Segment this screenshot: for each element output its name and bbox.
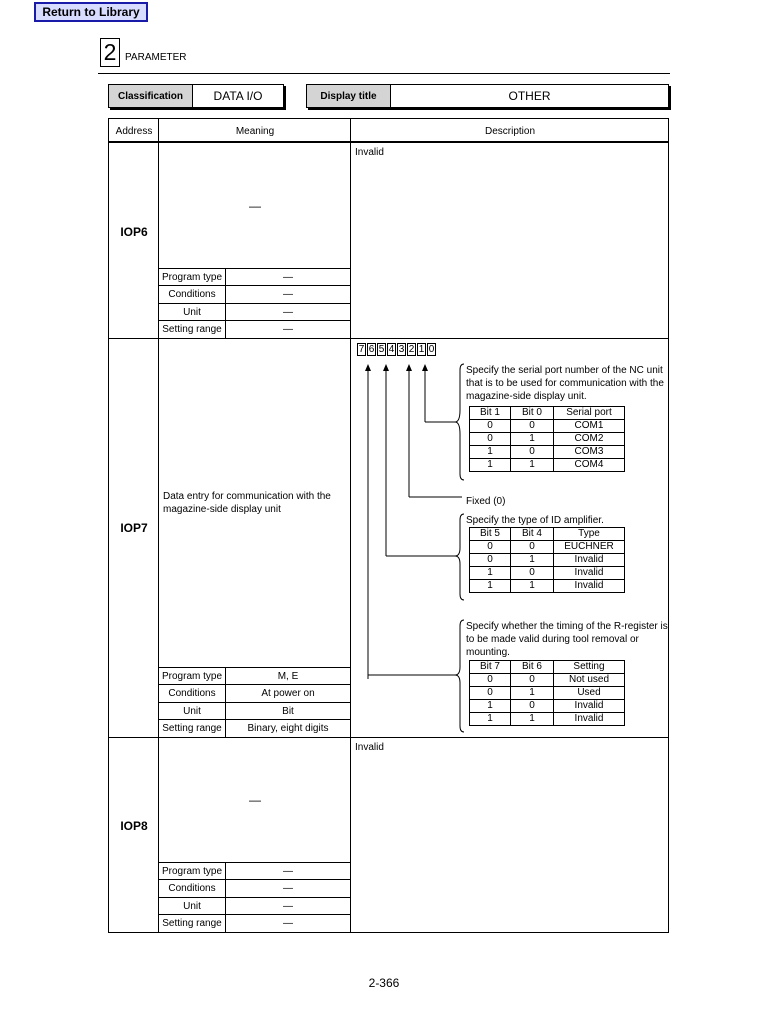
- table-cell: Invalid: [554, 713, 625, 726]
- arrow-head: [383, 364, 389, 371]
- sub-label-setting-range: Setting range: [162, 918, 222, 929]
- table-cell: Used: [554, 687, 625, 700]
- sub-label-unit: Unit: [183, 901, 201, 912]
- sub-value-program-type: —: [283, 866, 293, 877]
- table-cell: 0: [470, 541, 511, 554]
- table-cell: Bit 6: [511, 661, 554, 674]
- header-description: Description: [484, 125, 536, 137]
- table-cell: Bit 7: [470, 661, 511, 674]
- table-cell: 1: [511, 554, 554, 567]
- address-iop6: IOP6: [120, 225, 148, 239]
- sub-label-unit: Unit: [183, 706, 201, 717]
- sub-label-program-type: Program type: [161, 272, 223, 283]
- meaning-iop7-line2: magazine-side display unit: [163, 504, 281, 515]
- row-divider-iop6: [109, 338, 668, 339]
- arrow-head: [365, 364, 371, 371]
- sub-value-setting-range: —: [283, 918, 293, 929]
- table-cell: Not used: [554, 674, 625, 687]
- meaning-iop6: —: [249, 199, 261, 213]
- table-row: [470, 433, 625, 446]
- bit-box: 0: [428, 344, 435, 355]
- table-cell: 1: [470, 459, 511, 472]
- table-cell: 1: [470, 446, 511, 459]
- table-cell: 0: [511, 420, 554, 433]
- address-iop8: IOP8: [120, 819, 148, 833]
- table-cell: COM1: [554, 420, 625, 433]
- sub-value-setting-range: —: [283, 324, 293, 335]
- bit-box: 5: [378, 344, 385, 355]
- table-cell: Bit 0: [511, 407, 554, 420]
- bit-box: 6: [368, 344, 375, 355]
- table-cell: 1: [511, 580, 554, 593]
- table-cell: 0: [470, 687, 511, 700]
- sub-value-unit: —: [283, 901, 293, 912]
- id-amplifier-table: [469, 527, 625, 593]
- meaning-iop7-line1: Data entry for communication with the: [163, 491, 331, 502]
- display-title-value: OTHER: [508, 89, 551, 103]
- table-row: [470, 580, 625, 593]
- table-cell: 0: [470, 554, 511, 567]
- arrow-head: [406, 364, 412, 371]
- sub-label-conditions: Conditions: [168, 688, 216, 699]
- table-cell: Setting: [554, 661, 625, 674]
- table-row: [470, 528, 625, 541]
- row-divider-iop7: [109, 737, 668, 738]
- sub-value-unit: —: [283, 307, 293, 318]
- table-cell: 1: [511, 687, 554, 700]
- sub-label-conditions: Conditions: [168, 289, 216, 300]
- sub-value-program-type: M, E: [277, 671, 299, 682]
- sub-value-conditions: At power on: [261, 688, 315, 699]
- table-cell: Invalid: [554, 580, 625, 593]
- table-cell: 0: [470, 433, 511, 446]
- brace-serial: [455, 364, 464, 480]
- bit-boxes: [357, 343, 437, 356]
- table-row: [470, 554, 625, 567]
- id-amp-desc: Specify the type of ID amplifier.: [466, 515, 604, 526]
- sub-label-program-type: Program type: [161, 671, 223, 682]
- bit-box: 4: [388, 344, 395, 355]
- sub-value-conditions: —: [283, 289, 293, 300]
- table-row: [470, 407, 625, 420]
- table-cell: EUCHNER: [554, 541, 625, 554]
- table-cell: 1: [511, 459, 554, 472]
- table-row: [470, 446, 625, 459]
- address-iop7: IOP7: [120, 521, 148, 535]
- brace-id-amp: [455, 514, 464, 600]
- col-divider-meaning: [350, 119, 351, 932]
- page-number: 2-366: [368, 976, 400, 990]
- arrow-head: [422, 364, 428, 371]
- table-cell: COM2: [554, 433, 625, 446]
- sub-value-setting-range: Binary, eight digits: [247, 723, 329, 734]
- table-cell: 0: [511, 674, 554, 687]
- table-cell: 0: [470, 674, 511, 687]
- parameter-table: [108, 118, 669, 933]
- classification-label: Classification: [109, 85, 193, 107]
- table-cell: Bit 4: [511, 528, 554, 541]
- rreg-desc-line1: Specify whether the timing of the R-register is: [466, 621, 668, 632]
- serial-desc-line3: magazine-side display unit.: [466, 391, 587, 402]
- sub-value-unit: Bit: [282, 706, 294, 717]
- display-title-label: Display title: [307, 85, 391, 107]
- table-cell: 0: [511, 567, 554, 580]
- table-cell: Type: [554, 528, 625, 541]
- table-row: [470, 420, 625, 433]
- table-cell: Bit 5: [470, 528, 511, 541]
- bit-box: 1: [418, 344, 425, 355]
- classification-box: [108, 84, 284, 108]
- table-row: [470, 459, 625, 472]
- classification-value: DATA I/O: [213, 89, 263, 103]
- rreg-desc-line2: to be made valid during tool removal or: [466, 634, 639, 645]
- description-iop6: Invalid: [355, 147, 384, 158]
- sub-label-setting-range: Setting range: [162, 324, 222, 335]
- table-cell: 1: [470, 580, 511, 593]
- table-row: [470, 674, 625, 687]
- sub-label-setting-range: Setting range: [162, 723, 222, 734]
- table-cell: 0: [470, 420, 511, 433]
- table-cell: Serial port: [554, 407, 625, 420]
- table-row: [470, 541, 625, 554]
- table-cell: 0: [511, 700, 554, 713]
- rreg-desc-line3: mounting.: [466, 647, 510, 658]
- table-cell: 1: [470, 567, 511, 580]
- r-register-table: [469, 660, 625, 726]
- header-meaning: Meaning: [235, 125, 275, 137]
- table-cell: Invalid: [554, 700, 625, 713]
- bit-box: 3: [398, 344, 405, 355]
- table-row: [470, 700, 625, 713]
- return-to-library-button[interactable]: Return to Library: [34, 2, 148, 22]
- fixed-label: Fixed (0): [466, 496, 506, 507]
- header-rule: [98, 73, 670, 74]
- section-number: 2: [100, 38, 120, 67]
- table-row: [470, 661, 625, 674]
- serial-desc-line2: that is to be used for communication with the: [466, 378, 664, 389]
- section-title: PARAMETER: [125, 52, 187, 63]
- description-iop8: Invalid: [355, 742, 384, 753]
- table-cell: COM3: [554, 446, 625, 459]
- display-title-box: [306, 84, 669, 108]
- sub-value-conditions: —: [283, 883, 293, 894]
- table-cell: COM4: [554, 459, 625, 472]
- meaning-iop8: —: [249, 793, 261, 807]
- table-cell: 0: [511, 446, 554, 459]
- brace-rreg: [455, 620, 464, 732]
- bit-box: 7: [358, 344, 365, 355]
- table-cell: Invalid: [554, 567, 625, 580]
- sub-label-unit: Unit: [183, 307, 201, 318]
- table-cell: Bit 1: [470, 407, 511, 420]
- bit-box: 2: [408, 344, 415, 355]
- table-row: [470, 687, 625, 700]
- table-row: [470, 567, 625, 580]
- table-row: [470, 713, 625, 726]
- table-cell: Invalid: [554, 554, 625, 567]
- serial-desc-line1: Specify the serial port number of the NC unit: [466, 365, 663, 376]
- header-divider: [109, 141, 668, 143]
- serial-port-table: [469, 406, 625, 472]
- table-cell: 1: [470, 700, 511, 713]
- table-cell: 1: [470, 713, 511, 726]
- header-address: Address: [115, 125, 153, 137]
- sub-value-program-type: —: [283, 272, 293, 283]
- table-cell: 1: [511, 713, 554, 726]
- table-cell: 1: [511, 433, 554, 446]
- table-cell: 0: [511, 541, 554, 554]
- sub-label-program-type: Program type: [161, 866, 223, 877]
- sub-label-conditions: Conditions: [168, 883, 216, 894]
